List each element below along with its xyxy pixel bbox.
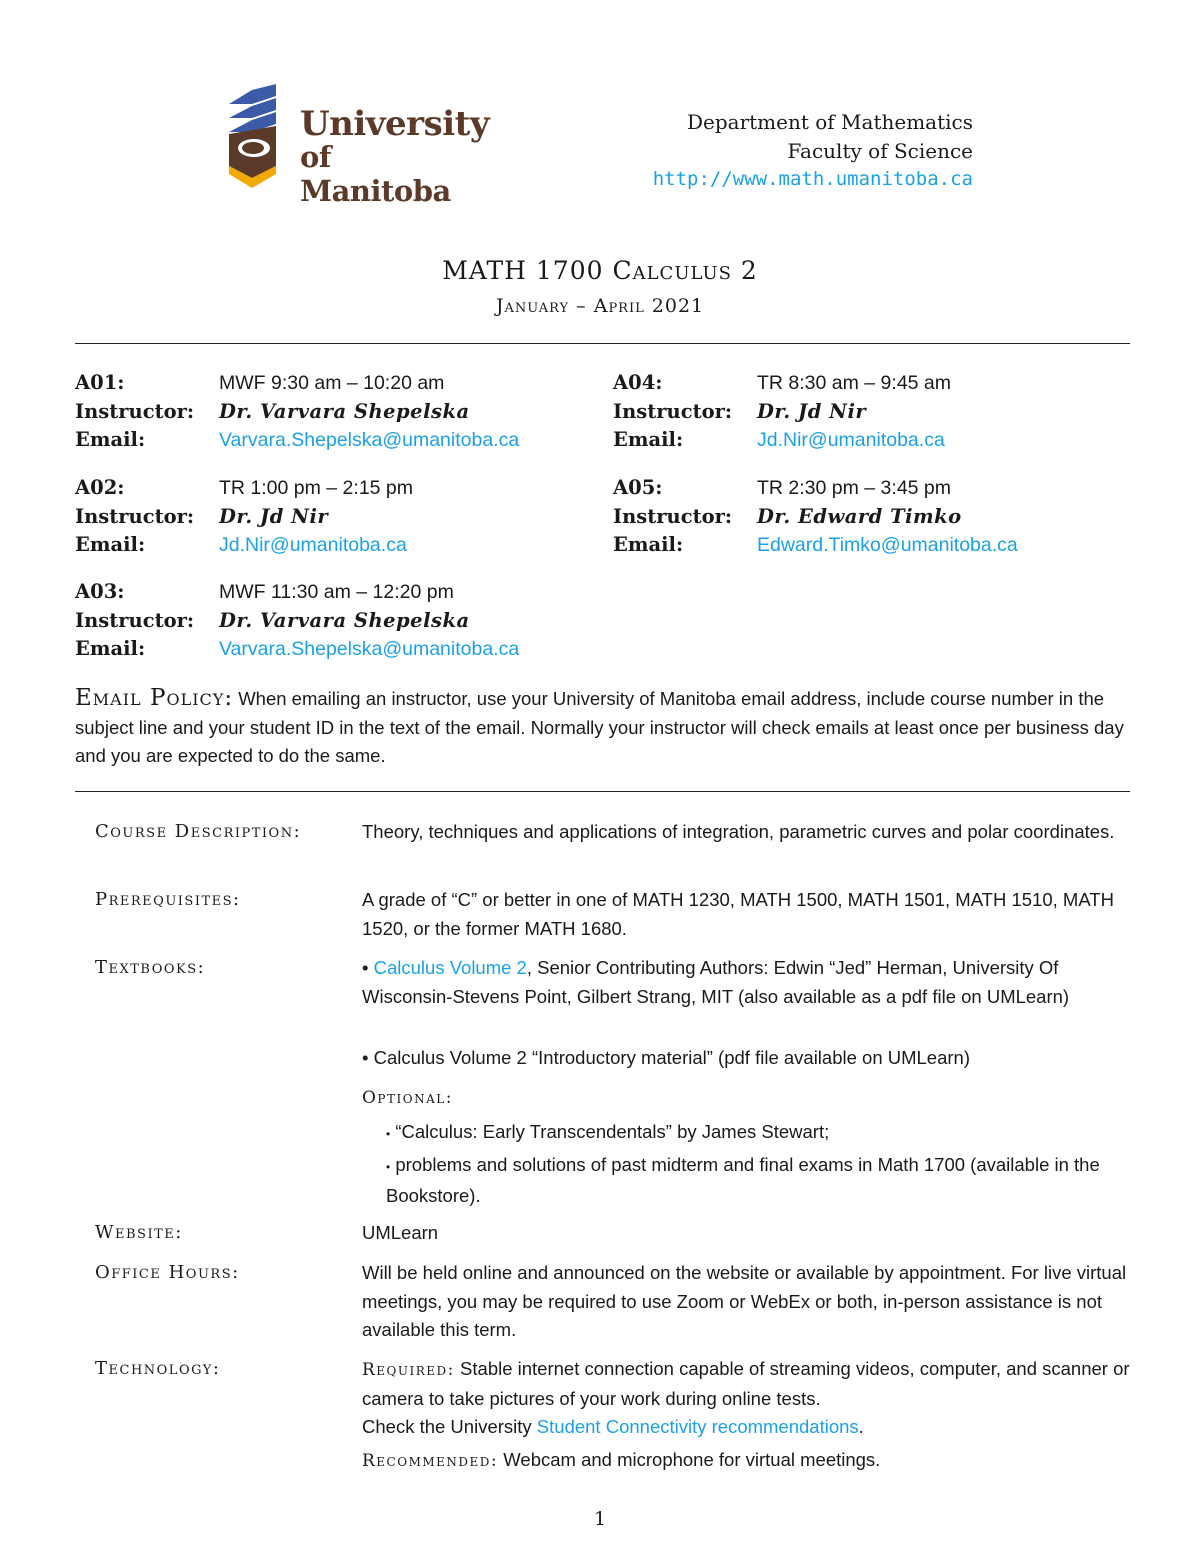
prerequisites-label: Prerequisites: bbox=[95, 889, 241, 910]
divider bbox=[75, 343, 1130, 344]
university-logo bbox=[224, 82, 490, 208]
logo-manitoba-text: of Manitoba bbox=[300, 140, 451, 208]
section-a04 bbox=[613, 369, 1113, 455]
calculus-volume-2-link[interactable]: Calculus Volume 2 bbox=[373, 957, 527, 978]
recommended-text: Webcam and microphone for virtual meetings. bbox=[498, 1449, 881, 1470]
section-id: A05: bbox=[613, 476, 663, 499]
email-label: Email: bbox=[75, 637, 146, 660]
email-label: Email: bbox=[75, 533, 146, 556]
course-title: MATH 1700 Calculus 2 bbox=[442, 256, 758, 285]
course-term: January – April 2021 bbox=[495, 295, 705, 317]
email-label: Email: bbox=[613, 533, 684, 556]
divider bbox=[75, 791, 1130, 792]
section-a05 bbox=[613, 474, 1113, 560]
section-time: MWF 9:30 am – 10:20 am bbox=[219, 372, 445, 394]
email-policy bbox=[75, 684, 1135, 771]
faculty-name: Faculty of Science bbox=[787, 138, 973, 163]
technology-required bbox=[362, 1355, 1162, 1442]
instructor-label: Instructor: bbox=[75, 504, 195, 528]
email-policy-text: When emailing an instructor, use your University of Manitoba email address, include course number in the subject line and your student ID in the text of the email. Normally your instructor will check emails at least once per business day and you are expected to do the same. bbox=[75, 688, 1124, 766]
instructor-email-link[interactable]: Varvara.Shepelska@umanitoba.ca bbox=[219, 638, 520, 660]
required-text: Stable internet connection capable of streaming videos, computer, and scanner or camera to take pictures of your work during online tests. bbox=[362, 1358, 1130, 1409]
instructor-name: Dr. Varvara Shepelska bbox=[219, 399, 470, 423]
student-connectivity-link[interactable]: Student Connectivity recommendations bbox=[536, 1416, 859, 1437]
instructor-name: Dr. Jd Nir bbox=[219, 504, 329, 528]
bullet: • bbox=[362, 957, 369, 978]
section-a03 bbox=[75, 578, 575, 664]
recommended-label: Recommended: bbox=[362, 1451, 499, 1471]
instructor-name: Dr. Edward Timko bbox=[757, 504, 962, 528]
instructor-name: Dr. Varvara Shepelska bbox=[219, 608, 470, 632]
office-hours-label: Office Hours: bbox=[95, 1262, 240, 1283]
instructor-email-link[interactable]: Edward.Timko@umanitoba.ca bbox=[757, 534, 1018, 556]
department-name: Department of Mathematics bbox=[686, 110, 973, 134]
instructor-label: Instructor: bbox=[613, 504, 733, 528]
section-id: A03: bbox=[75, 580, 125, 603]
section-time: TR 1:00 pm – 2:15 pm bbox=[219, 477, 414, 499]
instructor-label: Instructor: bbox=[75, 608, 195, 632]
department-url-link[interactable]: http://www.math.umanitoba.ca bbox=[652, 168, 973, 190]
textbook-1 bbox=[362, 954, 1137, 1011]
instructor-label: Instructor: bbox=[75, 399, 195, 423]
check-text: Check the University bbox=[362, 1416, 537, 1437]
section-time: MWF 11:30 am – 12:20 pm bbox=[219, 581, 454, 603]
instructor-name: Dr. Jd Nir bbox=[757, 399, 867, 423]
section-id: A01: bbox=[75, 371, 125, 394]
technology-recommended bbox=[362, 1446, 1162, 1476]
optional-item: • problems and solutions of past midterm and final exams in Math 1700 (available in the Bookstore). bbox=[386, 1154, 1100, 1206]
section-time: TR 8:30 am – 9:45 am bbox=[757, 372, 952, 394]
section-time: TR 2:30 pm – 3:45 pm bbox=[757, 477, 952, 499]
website-text: UMLearn bbox=[362, 1222, 439, 1243]
optional-item-text: problems and solutions of past midterm and final exams in Math 1700 (available in the Bookstore). bbox=[386, 1154, 1100, 1206]
instructor-email-link[interactable]: Jd.Nir@umanitoba.ca bbox=[219, 534, 407, 556]
technology-label: Technology: bbox=[95, 1358, 221, 1379]
prerequisites-text: A grade of “C” or better in one of MATH 1230, MATH 1500, MATH 1501, MATH 1510, MATH 1520, or the former MATH 1680. bbox=[362, 889, 1114, 939]
section-id: A02: bbox=[75, 476, 125, 499]
email-policy-heading: Email Policy: bbox=[75, 685, 234, 711]
optional-item-text: “Calculus: Early Transcendentals” by James Stewart; bbox=[395, 1121, 830, 1142]
textbook-1-text: , Senior Contributing Authors: Edwin “Jed” Herman, University Of Wisconsin-Stevens Point, Gilbert Strang, MIT (also available as a pdf file on UMLearn) bbox=[362, 957, 1070, 1007]
instructor-label: Instructor: bbox=[613, 399, 733, 423]
logo-university-text: University bbox=[300, 104, 490, 144]
course-description-text: Theory, techniques and applications of integration, parametric curves and polar coordinates. bbox=[362, 821, 1115, 842]
page-number: 1 bbox=[593, 1508, 607, 1530]
section-a02 bbox=[75, 474, 575, 560]
optional-item: • “Calculus: Early Transcendentals” by James Stewart; bbox=[386, 1121, 830, 1142]
department-block bbox=[653, 108, 973, 194]
email-label: Email: bbox=[75, 428, 146, 451]
instructor-email-link[interactable]: Jd.Nir@umanitoba.ca bbox=[757, 429, 945, 451]
section-a01 bbox=[75, 369, 575, 455]
optional-label: Optional: bbox=[362, 1088, 453, 1108]
email-label: Email: bbox=[613, 428, 684, 451]
instructor-email-link[interactable]: Varvara.Shepelska@umanitoba.ca bbox=[219, 429, 520, 451]
section-id: A04: bbox=[613, 371, 663, 394]
course-description-label: Course Description: bbox=[95, 821, 302, 842]
period: . bbox=[858, 1416, 864, 1437]
office-hours-text: Will be held online and announced on the website or available by appointment. For live virtual meetings, you may be required to use Zoom or WebEx or both, in-person assistance is not available this term. bbox=[362, 1262, 1127, 1340]
textbooks-label: Textbooks: bbox=[95, 957, 206, 978]
textbook-2: • Calculus Volume 2 “Introductory material” (pdf file available on UMLearn) bbox=[362, 1047, 970, 1068]
website-label: Website: bbox=[95, 1222, 183, 1243]
required-label: Required: bbox=[362, 1360, 455, 1380]
